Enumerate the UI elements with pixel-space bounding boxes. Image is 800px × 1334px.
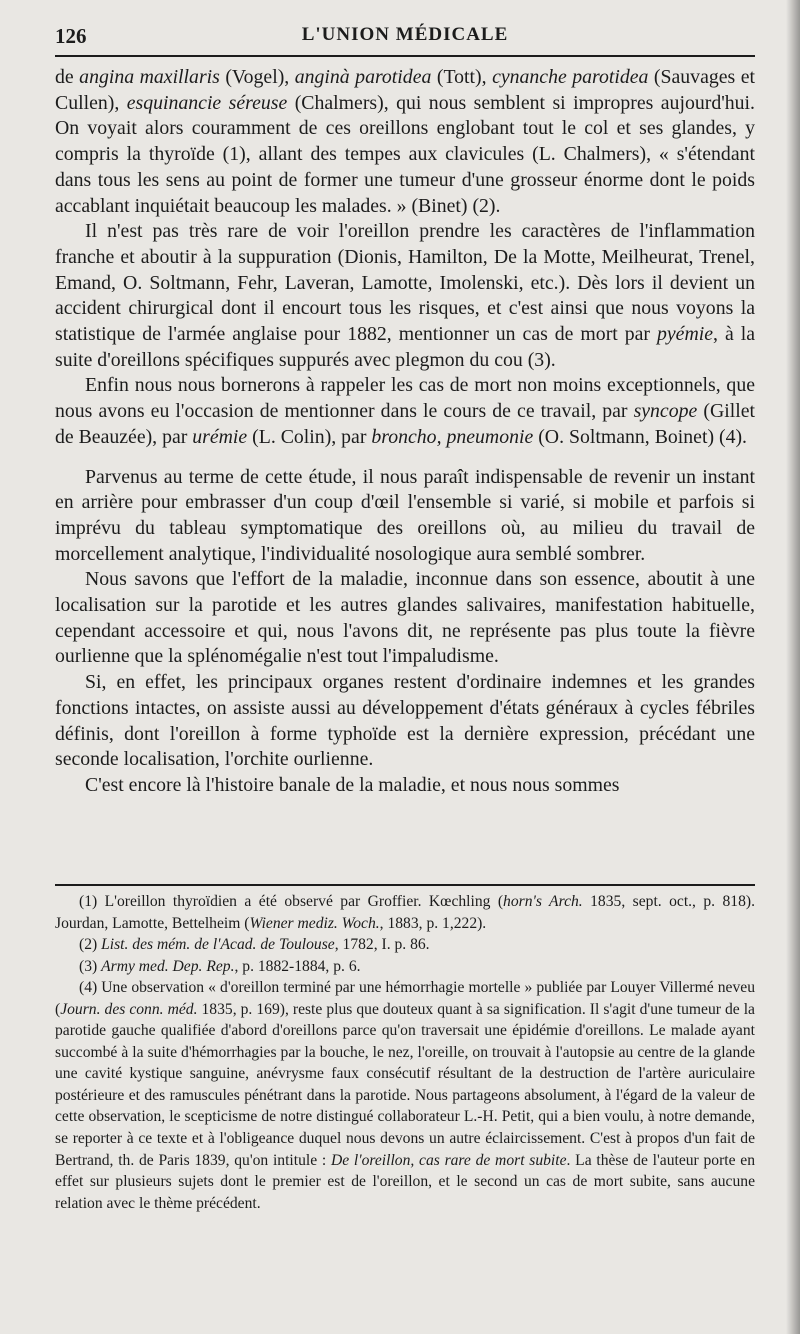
header-rule: [55, 55, 755, 57]
footnote-4: [55, 977, 755, 1214]
text-run: , 1782, I. p. 86.: [334, 936, 430, 954]
footnote-3: [55, 956, 755, 978]
text-run: (3): [79, 957, 102, 975]
text-run: (Chalmers), qui nous semblent si impropres aujourd'hui. On voyait alors couramment de ces oreillons englobant tout le col et ses glandes, y compris la thyroïde (1), allant des tempes aux clavicules (L. Chalmers), « s'étendant dans tous les sens au point de former une tumeur d'une grosseur énorme dont le poids accablant inquiétait beaucoup les malades. » (Binet) (2).: [55, 91, 755, 217]
page-header: [55, 22, 755, 52]
italic-term: esquinancie séreuse: [126, 91, 288, 114]
paragraph-6: Si, en effet, les principaux organes restent d'ordinaire indemnes et les grandes fonctions intactes, on assiste aussi au développement d'états généraux à cycles fébriles définis, dont l'oreillon à forme typhoïde est la dernière expression, précédant une seconde localisation, l'orchite ourlienne.: [55, 671, 755, 771]
text-run: (2): [79, 936, 102, 954]
italic-citation: Army med. Dep. Rep.: [101, 957, 235, 975]
text-run: (Vogel),: [219, 66, 295, 88]
paragraph-2: [55, 219, 755, 373]
paragraph-7: C'est encore là l'histoire banale de la maladie, et nous nous sommes: [85, 773, 620, 796]
italic-citation: horn's Arch.: [503, 893, 583, 910]
text-run: (L. Colin), par: [247, 425, 372, 448]
text-run: (Gillet de Beauzée), par: [55, 400, 755, 448]
italic-citation: Wiener mediz. Woch.: [249, 914, 380, 932]
paragraph-4: Parvenus au terme de cette étude, il nous paraît indispensable de revenir un instant en arrière pour embrasser d'un coup d'œil l'ensemble si varié, si mobile et parfois si imprévu du tableau symptomatique des oreillons où, au milieu du travail de morcellement analytique, l'individualité nosologique aura semblé sombrer.: [55, 465, 755, 565]
main-text: [55, 65, 755, 799]
text-run: . La thèse de l'auteur porte en effet sur plusieurs sujets dont le premier est de l'oreillon, et le second un cas de mort subite, sans aucune relation avec le thème précédent.: [55, 1151, 755, 1212]
paragraph-5: Nous savons que l'effort de la maladie, inconnue dans son essence, aboutit à une localisation sur la parotide et les autres glandes salivaires, manifestation habituelle, cependant accessoire et qui, nous l'avons dit, ne représente pas plus toute la fièvre ourlienne que la splénomégalie n'est tout l'impaludisme.: [55, 568, 755, 668]
text-run: , 1883, p. 1,222).: [379, 914, 487, 932]
page-edge-shadow: [786, 0, 800, 1334]
italic-term: angina maxillaris: [79, 66, 220, 88]
text-run: (O. Soltmann, Boinet) (4).: [533, 425, 747, 448]
italic-citation: List. des mém. de l'Acad. de Toulouse: [101, 936, 335, 954]
footnote-rule: [55, 884, 755, 886]
text-run: (Tott),: [431, 66, 493, 88]
footnote-1: [55, 891, 755, 934]
text-run: (1) L'oreillon thyroïdien a été observé par Groffier. Kœchling (: [79, 893, 504, 910]
text-run: Il n'est pas très rare de voir l'oreillon prendre les caractères de l'inflammation franche et aboutir à la suppuration (Dionis, Hamilton, De la Motte, Meilheurat, Trenel, Emand, O. Soltmann, Fehr, Laveran, Lamotte, Imolenski, etc.). Dès lors il devient un accident chirurgical dont il encourt tous les risques, et c'est ainsi que nous voyons la statistique de l'armée anglaise pour 1882, mentionner un cas de mort par: [55, 220, 755, 346]
italic-term: cynanche parotidea: [492, 66, 649, 88]
text-run: 1835, p. 169), reste plus que douteux quant à sa signification. Il s'agit d'une tumeur de la parotide gauche qualifiée d'abord d'oreillons parce qu'on traversait une épidémie d'oreillons. Le malade ayant succombé à la suite d'hémorrhagies par la bouche, le nez, l'oreille, on trouvait à l'autopsie au centre de la glande une cavité kystique sanguine, anévrysme faux consécutif résultant de la destruction de l'artère auriculaire postérieure et des ramuscules pénétrant dans la parotide. Nous partageons absolument, à l'égard de la valeur de cette observation, le scepticisme de notre distingué collaborateur L.-H. Petit, qui a bien voulu, à notre demande, se reporter à ce texte et à l'obligeance duquel nous devons un autre éclaircissement. C'est à propos d'un fait de Bertrand, th. de Paris 1839, qu'on intitule :: [55, 1000, 755, 1169]
italic-term: urémie: [192, 425, 248, 448]
italic-citation: Journ. des conn. méd.: [60, 1000, 198, 1018]
italic-term: broncho, pneumonie: [371, 425, 534, 448]
text-run: de: [55, 66, 80, 88]
italic-term: anginà parotidea: [294, 66, 432, 88]
text-run: , p. 1882-1884, p. 6.: [234, 957, 361, 975]
italic-citation: De l'oreillon, cas rare de mort subite: [330, 1151, 567, 1169]
text-run: , à la suite d'oreillons spécifiques suppurés avec plegmon du cou (3).: [55, 323, 755, 371]
italic-term: syncope: [633, 400, 698, 423]
running-title: L'UNION MÉDICALE: [301, 24, 509, 45]
italic-term: pyémie: [657, 323, 714, 346]
text-run: (Sauvages et Cullen),: [55, 66, 755, 114]
footnote-2: [55, 934, 755, 956]
text-run: (4) Une observation « d'oreillon terminé par une hémorrhagie mortelle » publiée par Louyer Villermé neveu (: [55, 979, 755, 1018]
footnotes: [55, 891, 755, 1214]
page-number: 126: [55, 24, 87, 48]
text-run: Enfin nous nous bornerons à rappeler les cas de mort non moins exceptionnels, que nous avons eu l'occasion de mentionner dans le cours de ce travail, par: [55, 374, 755, 423]
paragraph-1: [55, 65, 755, 219]
paragraph-3: [55, 373, 755, 450]
text-run: 1835, sept. oct., p. 818). Jourdan, Lamotte, Bettelheim (: [55, 893, 755, 932]
